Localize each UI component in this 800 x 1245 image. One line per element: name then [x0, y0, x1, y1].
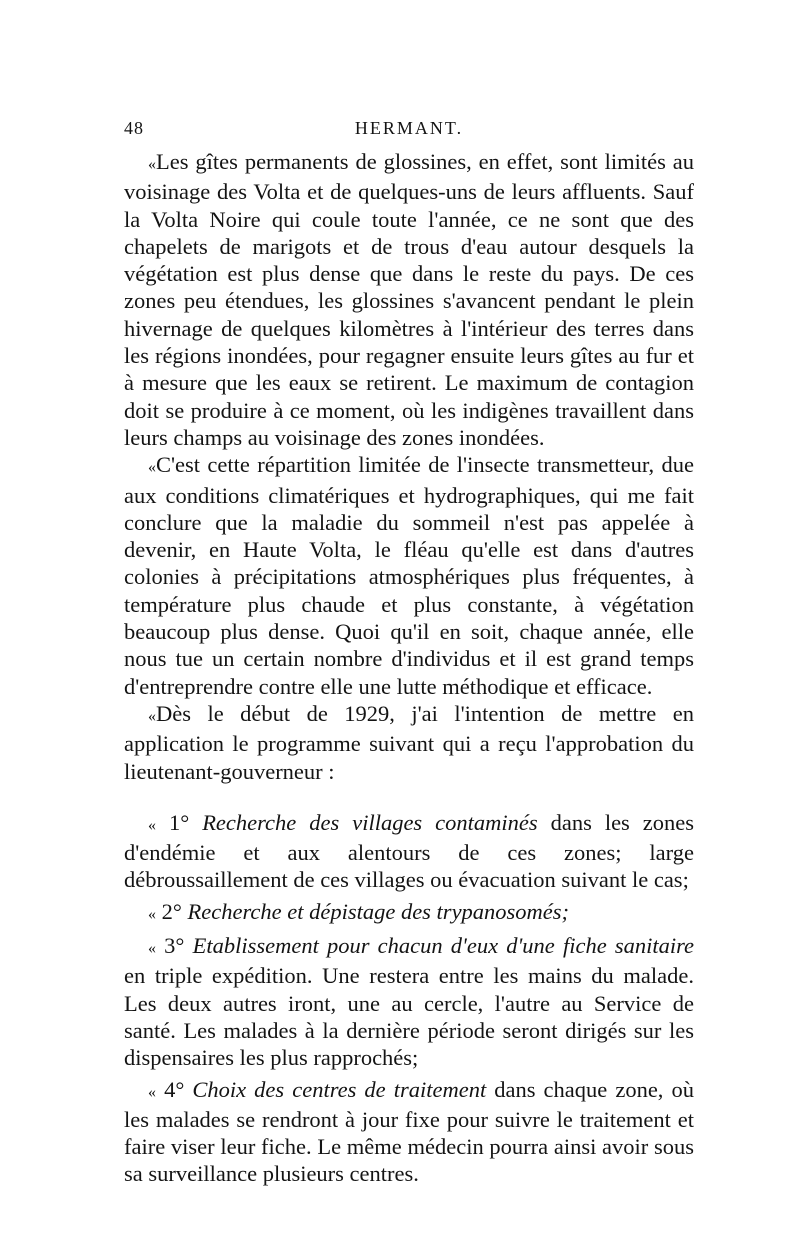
list-item-number: 3° — [164, 933, 185, 959]
running-head: HERMANT. — [354, 118, 464, 138]
opening-quote-mark: « — [148, 905, 156, 923]
opening-quote-mark: « — [148, 940, 156, 958]
list-item-heading: Recherche des villages contaminés — [202, 809, 538, 835]
list-item-heading: Recherche et dépistage des trypanosomés; — [187, 898, 570, 924]
list-item-text: dans chaque zone, où les malades se rendront à jour fixe pour suivre le traitement et faire viser leur fiche. Le même médecin pourra ainsi avoir sous sa surveillance plusieurs centres. — [124, 1076, 694, 1187]
body-text — [124, 148, 694, 1188]
paragraph-programme-intro — [124, 700, 694, 785]
list-item-2 — [124, 898, 694, 928]
list-item-heading: Etablissement pour chacun d'eux d'une fiche sanitaire — [192, 933, 695, 959]
page-header — [124, 118, 694, 144]
opening-quote-mark: « — [148, 156, 156, 173]
opening-quote-mark: « — [148, 459, 156, 477]
paragraph-repartition — [124, 451, 694, 700]
list-item-4 — [124, 1076, 694, 1188]
paragraph-text: C'est cette répartition limitée de l'insecte transmetteur, due aux conditions climatériques et hydrographiques, qui me fait conclure que la maladie du sommeil n'est pas appelée à devenir, en Haute Volta, le fléau qu'elle est dans d'autres colonies à précipitations atmosphériques plus fréquentes, à température plus chaude et plus constante, à végétation beaucoup plus dense. Quoi qu'il en soit, chaque année, elle nous tue un certain nombre d'individus et il est grand temps d'entreprendre contre elle une lutte méthodique et efficace. — [124, 452, 694, 699]
list-item-number: 2° — [161, 898, 182, 924]
opening-quote-mark: « — [148, 707, 156, 725]
page-number: 48 — [124, 118, 144, 138]
list-item-text: dans les zones d'endémie et aux alentours de ces zones; large débroussaillement de ces villages ou évacuation suivant le cas; — [124, 809, 695, 893]
list-item-1 — [124, 809, 694, 894]
paragraph-text: Les gîtes permanents de glossines, en effet, sont limités au voisinage des Volta et de quelques-uns de leurs affluents. Sauf la Volta Noire qui coule toute l'année, ce ne sont que des chapelets de marigots et de trous d'eau autour desquels la végétation est plus dense que dans le reste du pays. De ces zones peu étendues, les glossines s'avancent pendant le plein hivernage de quelques kilomètres à l'intérieur des terres dans les régions inondées, pour regagner ensuite leurs gîtes au fur et à mesure que les eaux se retirent. Le maximum de contagion doit se produire à ce moment, où les indigènes travaillent dans leurs champs au voisinage des zones inondées. — [124, 149, 694, 450]
list-item-text: en triple expédition. Une restera entre les mains du malade. Les deux autres iront, une au cercle, l'autre au Service de santé. Les malades à la dernière période seront dirigés sur les dispensaires les plus rapprochés; — [124, 963, 694, 1071]
opening-quote-mark: « — [148, 1083, 156, 1101]
paragraph-glossines-gites — [124, 148, 694, 451]
list-item-number: 1° — [168, 809, 190, 835]
paragraph-text: Dès le début de 1929, j'ai l'intention de mettre en application le programme suivant qui a reçu l'approbation du lieutenant-gouverneur : — [124, 700, 694, 784]
opening-quote-mark: « — [148, 816, 156, 834]
list-item-heading: Choix des centres de traitement — [192, 1076, 487, 1102]
list-item-number: 4° — [164, 1076, 185, 1102]
list-item-3 — [124, 932, 694, 1071]
